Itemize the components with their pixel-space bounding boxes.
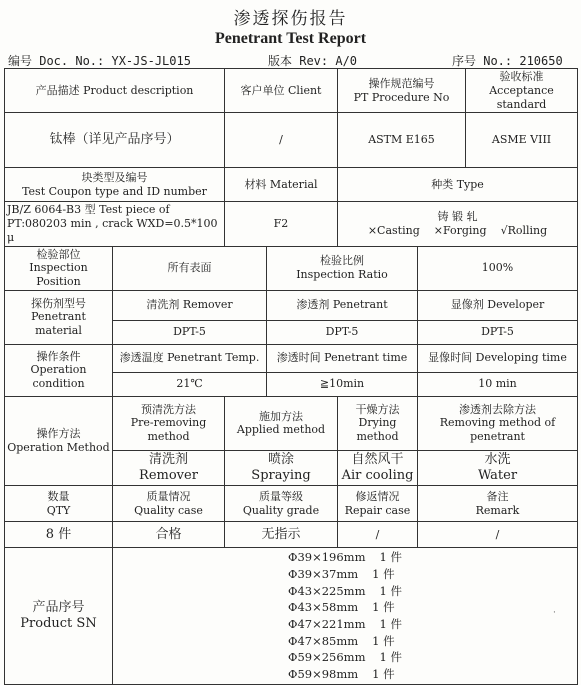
penetrant-time-value: ≧10min [267,372,418,396]
type-casting: ×Casting [367,223,420,237]
product-sn-qty: 1 件 [372,600,395,615]
coupon-value: JB/Z 6064-B3 型 Test piece of PT:080203 min , crack WXD=0.5*100 μ [5,202,225,246]
product-sn-item [288,549,402,566]
inspection-ratio-value: 100% [418,246,578,290]
product-sn-size: Φ43×58mm [288,600,359,615]
product-sn-qty: 1 件 [379,616,402,631]
procedure-label: 操作规范编号 PT Procedure No [338,69,466,113]
revision: 版本 Rev: A/0 [268,54,358,68]
developer-label: 显像剂 Developer [418,290,578,320]
acceptance-label: 验收标准 Acceptance standard [466,69,578,113]
product-sn-size: Φ47×85mm [288,633,359,648]
developer-value: DPT-5 [418,320,578,344]
inspection-position-value: 所有表面 [113,246,267,290]
product-sn-size: Φ59×256mm [288,650,366,665]
product-sn-label: 产品序号 Product SN [5,548,113,684]
type-cn: 铸 锻 轧 [437,210,478,224]
penetrant-time-label: 渗透时间 Penetrant time [267,344,418,372]
product-sn-size: Φ43×225mm [288,583,366,598]
doc-number: 编号 Doc. No.: YX-JS-JL015 [8,54,191,68]
report-title-cn: 渗透探伤报告 [233,9,348,29]
product-sn-item [288,616,402,633]
material-value: F2 [225,202,338,246]
product-sn-qty: 1 件 [379,583,402,598]
product-sn-item [288,566,402,583]
applied-method-value: 喷涂 Spraying [225,450,338,486]
product-sn-qty: 1 件 [379,650,402,665]
drying-method-value: 自然风干 Air cooling [338,450,418,486]
client-label: 客户单位 Client [225,69,338,113]
product-sn-item [288,666,402,683]
type-label: 种类 Type [338,168,578,202]
side-mark: · [553,608,556,618]
report-table [4,68,578,685]
quality-grade-value: 无指示 [225,522,338,548]
developing-time-label: 显像时间 Developing time [418,344,578,372]
client-value: / [225,113,338,168]
penetrant-temp-value: 21℃ [113,372,267,396]
serial-number: 序号 No.: 210650 [452,54,563,68]
type-forging: ×Forging [433,223,487,237]
report-title-en: Penetrant Test Report [214,30,367,47]
product-sn-qty: 1 件 [372,566,395,581]
penetrant-value: DPT-5 [267,320,418,344]
operation-method-label: 操作方法 Operation Method [5,396,113,486]
repair-case-label: 修返情况 Repair case [338,486,418,522]
removing-method-value: 水洗 Water [418,450,578,486]
applied-method-label: 施加方法 Applied method [225,396,338,450]
penetrant-material-label: 探伤剂型号 Penetrant material [5,290,113,344]
type-rolling: √Rolling [500,223,548,237]
preremoving-method-label: 预清洗方法 Pre-removing method [113,396,225,450]
product-sn-size: Φ59×98mm [288,666,359,681]
product-sn-item [288,649,402,666]
material-label: 材料 Material [225,168,338,202]
qty-label: 数量 QTY [5,486,113,522]
remark-label: 备注 Remark [418,486,578,522]
product-sn-size: Φ39×196mm [288,550,366,565]
coupon-label: 块类型及编号 Test Coupon type and ID number [5,168,225,202]
product-sn-qty: 1 件 [379,550,402,565]
quality-case-label: 质量情况 Quality case [113,486,225,522]
quality-case-value: 合格 [113,522,225,548]
penetrant-label: 渗透剂 Penetrant [267,290,418,320]
inspection-ratio-label: 检验比例 Inspection Ratio [267,246,418,290]
repair-case-value: / [338,522,418,548]
removing-method-label: 渗透剂去除方法 Removing method of penetrant [418,396,578,450]
product-sn-item [288,633,402,650]
procedure-value: ASTM E165 [338,113,466,168]
product-description-value: 钛棒（详见产品序号） [5,113,225,168]
preremoving-method-value: 清洗剂 Remover [113,450,225,486]
product-sn-size: Φ39×37mm [288,566,359,581]
product-sn-list [288,549,402,682]
penetrant-temp-label: 渗透温度 Penetrant Temp. [113,344,267,372]
operation-condition-label: 操作条件 Operation condition [5,344,113,396]
product-sn-item [288,599,402,616]
product-sn-qty: 1 件 [372,666,395,681]
remark-value: / [418,522,578,548]
quality-grade-label: 质量等级 Quality grade [225,486,338,522]
product-description-label: 产品描述 Product description [5,69,225,113]
acceptance-value: ASME VIII [466,113,578,168]
type-value [338,202,578,246]
remover-value: DPT-5 [113,320,267,344]
inspection-position-label: 检验部位 Inspection Position [5,246,113,290]
product-sn-cell [113,548,578,684]
developing-time-value: 10 min [418,372,578,396]
product-sn-size: Φ47×221mm [288,616,366,631]
drying-method-label: 干燥方法 Drying method [338,396,418,450]
remover-label: 清洗剂 Remover [113,290,267,320]
product-sn-item [288,583,402,600]
qty-value: 8 件 [5,522,113,548]
product-sn-qty: 1 件 [372,633,395,648]
